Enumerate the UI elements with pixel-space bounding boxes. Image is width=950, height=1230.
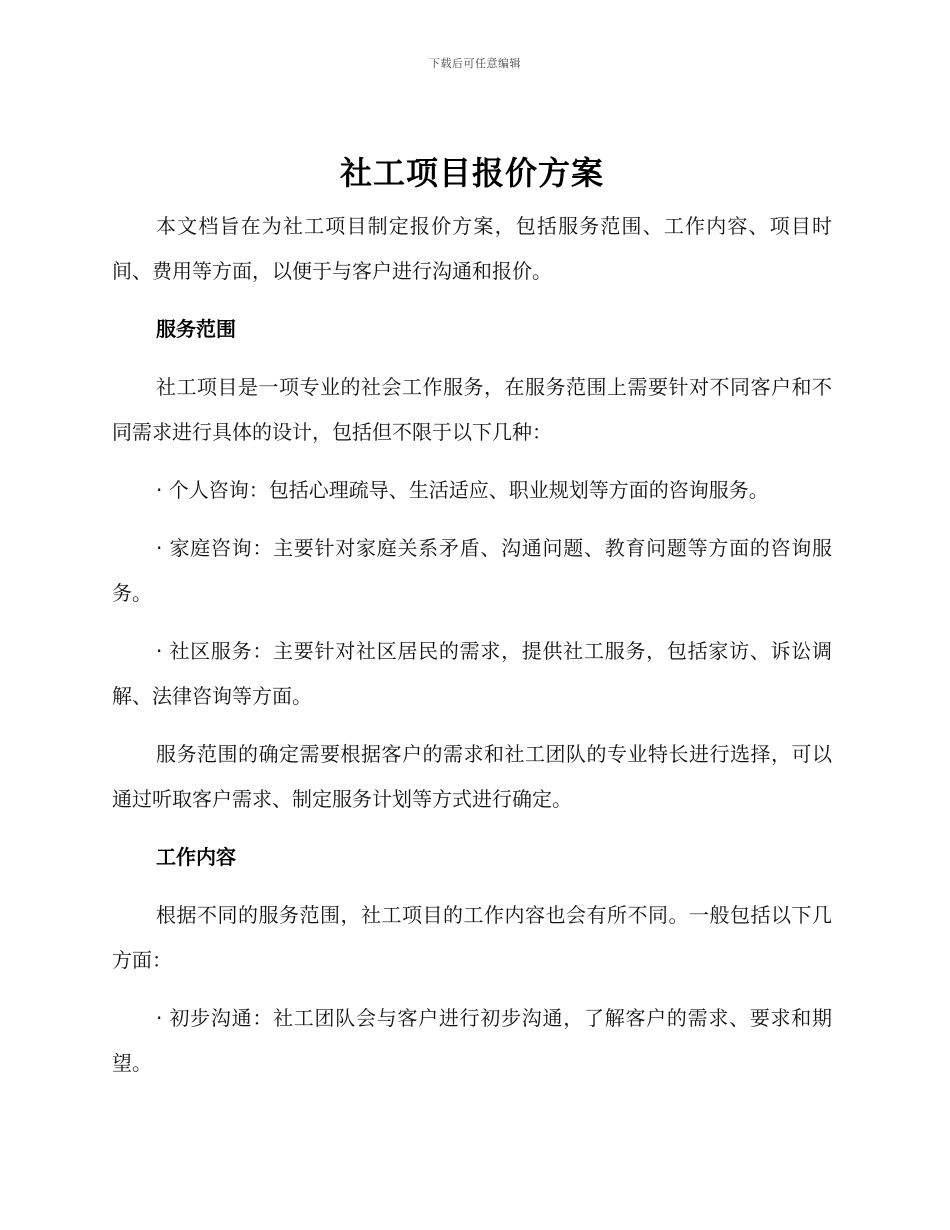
bullet-personal-consulting: · 个人咨询：包括心理疏导、生活适应、职业规划等方面的咨询服务。 <box>156 478 769 502</box>
section-heading-work-content: 工作内容 <box>156 845 236 869</box>
bullet-family-consulting: · 家庭咨询：主要针对家庭关系矛盾、沟通问题、教育问题等方面的咨询服务。 <box>112 536 832 605</box>
work-content-paragraph: 根据不同的服务范围，社工项目的工作内容也会有所不同。一般包括以下几方面： <box>112 903 832 972</box>
intro-paragraph: 本文档旨在为社工项目制定报价方案，包括服务范围、工作内容、项目时间、费用等方面，以便于与客户进行沟通和报价。 <box>112 214 832 283</box>
bullet-community-service: · 社区服务：主要针对社区居民的需求，提供社工服务，包括家访、诉讼调解、法律咨询等方面。 <box>112 639 832 708</box>
service-scope-paragraph: 社工项目是一项专业的社会工作服务，在服务范围上需要针对不同客户和不同需求进行具体的设计，包括但不限于以下几种： <box>112 375 832 444</box>
service-scope-determination-paragraph: 服务范围的确定需要根据客户的需求和社工团队的专业特长进行选择，可以通过听取客户需求、制定服务计划等方式进行确定。 <box>112 742 832 811</box>
document-title: 社工项目报价方案 <box>339 154 604 192</box>
section-heading-service-scope: 服务范围 <box>156 317 236 341</box>
header-note: 下载后可任意编辑 <box>429 57 521 70</box>
bullet-initial-communication: · 初步沟通：社工团队会与客户进行初步沟通，了解客户的需求、要求和期望。 <box>112 1006 832 1075</box>
document-body <box>112 150 832 1099</box>
